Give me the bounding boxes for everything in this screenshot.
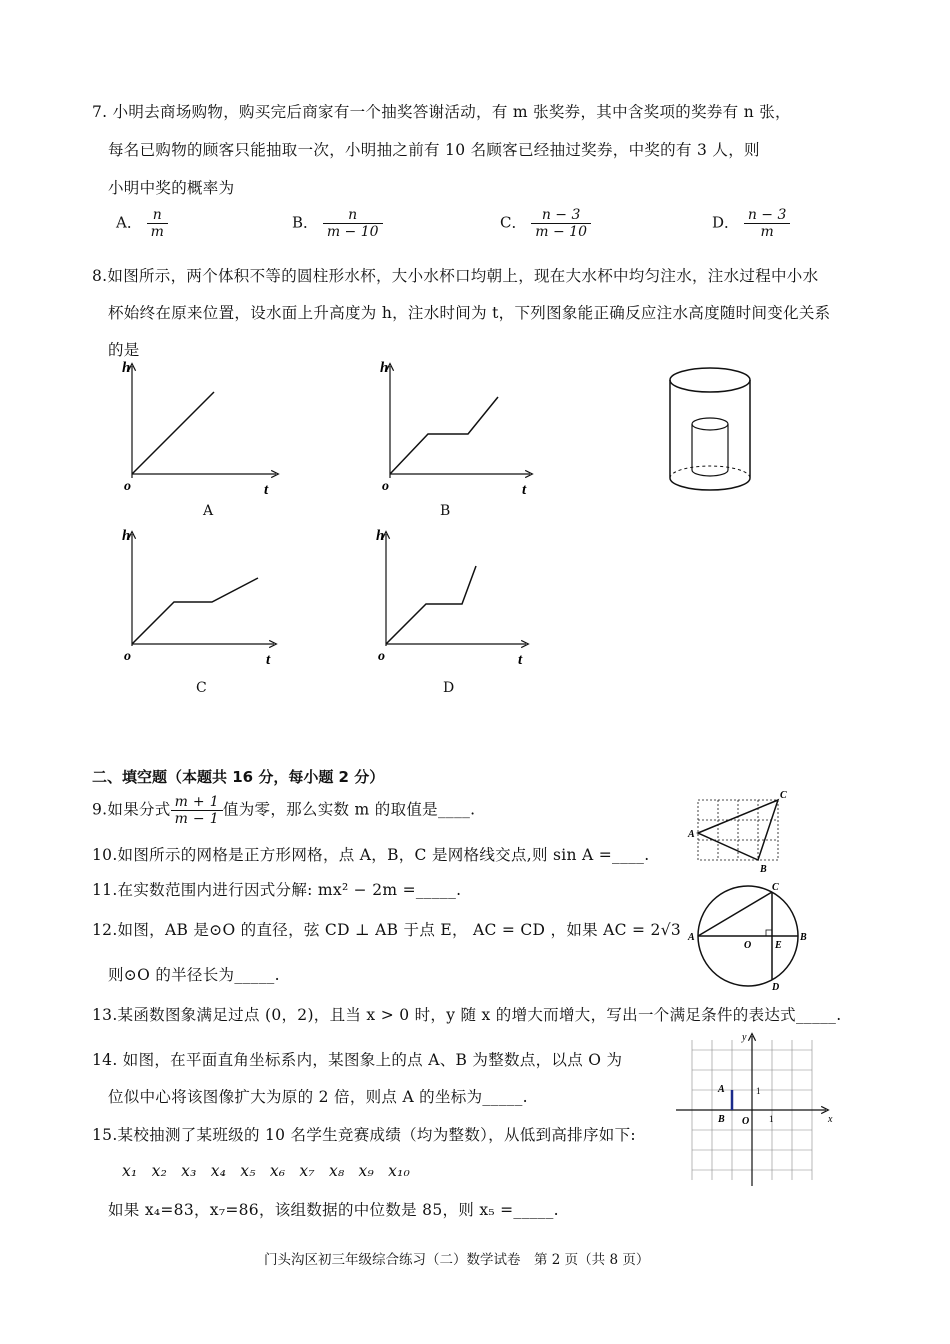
graph-c-line [132,578,258,644]
q15-variables [122,1162,410,1180]
q15-var: x₁ [122,1162,138,1180]
graph-a-caption: A [203,503,214,519]
q15-var: x₅ [240,1162,256,1180]
q14-label-b: B [718,1114,725,1125]
q12-right-angle [766,930,772,936]
q7-option-a[interactable]: A． $\frac{n}{m}$ [116,207,168,240]
q15-var: x₁₀ [388,1162,411,1180]
graph-b-origin: o [382,479,389,494]
q14-label-o: O [742,1116,750,1127]
graph-a [118,360,288,500]
graph-d-origin: o [378,649,385,664]
graph-c-caption: C [196,680,207,696]
q8-line3: 的是 [108,341,140,359]
q14-label-a: A [718,1084,725,1095]
q15-var: x₇ [299,1162,315,1180]
q10-label-c: C [780,790,787,801]
q12-label-a: A [688,932,695,943]
q14-coordinate-figure [672,1030,842,1190]
graph-c [118,528,288,668]
graph-c-t-label: t [266,652,271,668]
q14-tick-x1: 1 [769,1114,774,1124]
graph-c-h-label: h [122,528,131,544]
small-cup-top [692,418,728,430]
q13: 13.某函数图象满足过点 (0，2)，且当 x > 0 时，y 随 x 的增大而增大，写出一个满足条件的表达式_____. [92,1006,842,1024]
q9-prefix: 9.如果分式 [92,800,171,819]
q15-line1: 15.某校抽测了某班级的 10 名学生竞赛成绩（均为整数），从低到高排序如下: [92,1126,636,1144]
q12-circle-figure [686,882,816,992]
big-cup-bottom [670,478,750,490]
q11: 11.在实数范围内进行因式分解: mx² − 2m =_____. [92,881,462,899]
q12-line2: 则⊙O 的半径长为_____. [108,966,280,984]
q12-line1: 12.如图，AB 是⊙O 的直径，弦 CD ⊥ AB 于点 E， AC = CD ，如果 AC = 2√3 [92,921,682,939]
graph-d-h-label: h [376,528,385,544]
q8-line2: 杯始终在原来位置，设水面上升高度为 h，注水时间为 t，下列图象能正确反应注水高度随时间变化关系 [108,304,831,322]
q12-label-o: O [744,940,752,951]
graph-b-line [390,397,498,474]
page-footer: 门头沟区初三年级综合练习（二）数学试卷 第 2 页（共 8 页） [264,1252,650,1268]
q15-var: x₃ [181,1162,197,1180]
small-cup-bottom [692,470,728,476]
q12-label-d: D [772,982,780,993]
q7-option-d[interactable]: D． $\frac{n - 3}{m}$ [712,207,790,240]
q7-line1: 7. 小明去商场购物，购买完后商家有一个抽奖答谢活动，有 m 张奖券，其中含奖项的奖券有 n 张， [92,103,791,121]
graph-b-caption: B [440,503,451,519]
cylinders-figure [668,360,768,500]
graph-a-t-label: t [264,482,269,498]
q10-grid-figure [686,790,796,875]
graph-b [376,360,546,500]
q14-line2: 位似中心将该图像扩大为原的 2 倍，则点 A 的坐标为_____. [108,1088,528,1106]
q12-label-c: C [772,882,779,893]
q15-var: x₄ [210,1162,227,1180]
q14-label-x: x [828,1114,833,1125]
section2-heading: 二、填空题（本题共 16 分，每小题 2 分） [92,768,385,786]
q15-var: x₈ [328,1162,345,1180]
q9-fraction: $\frac{m + 1}{m - 1}$ [171,794,223,827]
q15-var: x₆ [269,1162,286,1180]
graph-b-t-label: t [522,482,527,498]
graph-a-line [132,392,214,474]
graph-d-line [386,566,476,644]
q15-line3: 如果 x₄=83，x₇=86，该组数据的中位数是 85，则 x₅ =_____. [108,1201,559,1219]
q9-suffix: 值为零，那么实数 m 的取值是____. [222,800,476,819]
q12-label-b: B [800,932,807,943]
q7-option-b[interactable]: B． $\frac{n}{m - 10}$ [292,207,383,240]
q10-label-b: B [760,864,767,875]
graph-d [372,528,542,668]
q15-var: x₉ [358,1162,375,1180]
graph-d-t-label: t [518,652,523,668]
q15-var: x₂ [151,1162,168,1180]
q10-label-a: A [688,829,695,840]
graph-b-h-label: h [380,360,389,376]
graph-a-origin: o [124,479,131,494]
q7-line3: 小明中奖的概率为 [108,179,235,197]
q12-label-e: E [775,940,782,951]
q8-line1: 8.如图所示，两个体积不等的圆柱形水杯，大小水杯口均朝上，现在大水杯中均匀注水，注水过程中小水 [92,267,819,285]
graph-d-caption: D [443,680,455,696]
q12-segment-ac [698,892,772,936]
graph-a-h-label: h [122,360,131,376]
q9 [92,794,475,827]
q10: 10.如图所示的网格是正方形网格，点 A，B，C 是网格线交点,则 sin A =____. [92,846,650,864]
q14-line1: 14. 如图，在平面直角坐标系内，某图象上的点 A、B 为整数点，以点 O 为 [92,1051,623,1069]
q14-tick-y1: 1 [756,1086,761,1096]
q14-label-y: y [742,1032,747,1043]
q7-line2: 每名已购物的顾客只能抽取一次，小明抽之前有 10 名顾客已经抽过奖券，中奖的有 3 人，则 [108,141,760,159]
graph-c-origin: o [124,649,131,664]
big-cup-top [670,368,750,392]
q7-option-c[interactable]: C． $\frac{n - 3}{m - 10}$ [500,207,591,240]
